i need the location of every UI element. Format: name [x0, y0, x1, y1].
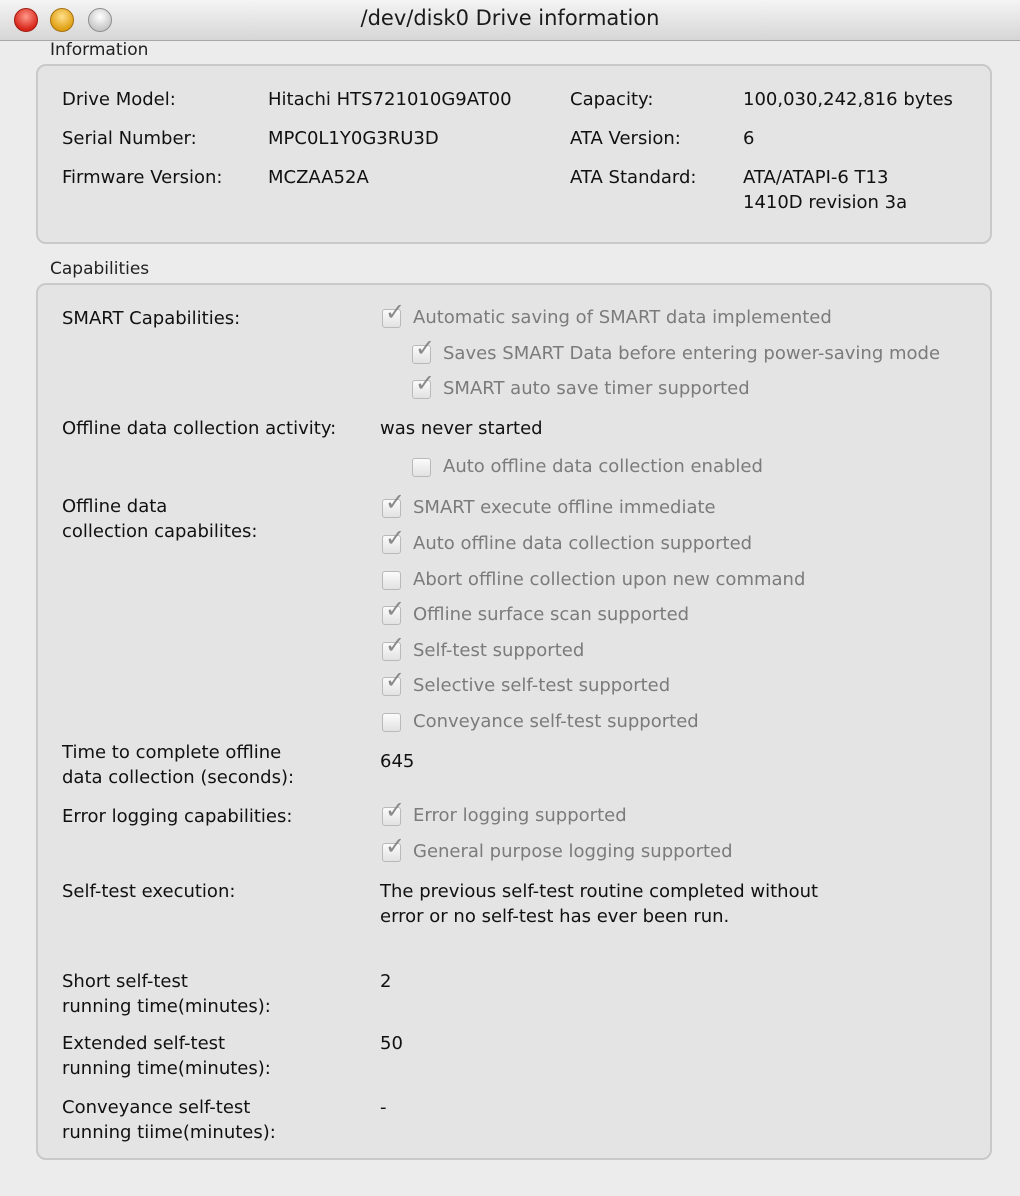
error-logging-item[interactable] [382, 841, 733, 863]
serial-number-value: MPC0L1Y0G3RU3D [268, 128, 439, 149]
offline-cap-item[interactable] [382, 497, 716, 519]
self-test-exec-value-line1: The previous self-test routine completed without [380, 881, 819, 902]
short-test-label-line2: running time(minutes): [62, 996, 271, 1017]
smart-item[interactable] [412, 343, 940, 365]
time-offline-value: 645 [380, 751, 415, 772]
firmware-version-value: MCZAA52A [268, 167, 369, 188]
checkbox-label: Auto offline data collection supported [413, 533, 753, 554]
capacity-label: Capacity: [570, 89, 654, 110]
offline-cap-item[interactable] [382, 640, 584, 662]
checkbox[interactable] [412, 458, 431, 477]
offline-cap-item[interactable] [382, 711, 699, 733]
self-test-exec-label: Self-test execution: [62, 881, 236, 902]
capacity-value: 100,030,242,816 bytes [743, 89, 953, 110]
checkbox[interactable] [382, 571, 401, 590]
checkbox-label: Selective self-test supported [413, 675, 671, 696]
short-test-label-line1: Short self-test [62, 971, 188, 992]
auto-offline-enabled-checkbox[interactable] [412, 456, 763, 478]
error-logging-label: Error logging capabilities: [62, 806, 293, 827]
checkbox[interactable] [382, 606, 401, 625]
offline-cap-item[interactable] [382, 569, 805, 591]
offline-activity-label: Offline data collection activity: [62, 418, 337, 439]
checkbox[interactable] [382, 642, 401, 661]
checkbox-label: Automatic saving of SMART data implemented [413, 307, 832, 328]
checkbox-label: Conveyance self-test supported [413, 711, 699, 732]
offline-cap-item[interactable] [382, 604, 689, 626]
information-heading: Information [50, 40, 149, 60]
short-test-value: 2 [380, 971, 392, 992]
checkbox-label: SMART execute offline immediate [413, 497, 716, 518]
ata-standard-value-line2: 1410D revision 3a [743, 192, 908, 213]
ata-version-label: ATA Version: [570, 128, 681, 149]
checkbox-label: Auto offline data collection enabled [443, 456, 763, 477]
smart-item[interactable] [412, 378, 750, 400]
checkbox[interactable] [412, 345, 431, 364]
information-group [36, 64, 992, 244]
offline-cap-item[interactable] [382, 675, 670, 697]
extended-test-label-line2: running time(minutes): [62, 1058, 271, 1079]
checkbox[interactable] [412, 380, 431, 399]
checkbox-label: Error logging supported [413, 805, 627, 826]
checkbox-label: Saves SMART Data before entering power-saving mode [443, 343, 941, 364]
conveyance-test-value: - [380, 1097, 387, 1118]
smart-item[interactable] [382, 307, 832, 329]
offline-caps-label-line2: collection capabilites: [62, 521, 258, 542]
extended-test-value: 50 [380, 1033, 403, 1054]
ata-standard-label: ATA Standard: [570, 167, 697, 188]
extended-test-label-line1: Extended self-test [62, 1033, 226, 1054]
firmware-version-label: Firmware Version: [62, 167, 223, 188]
drive-model-value: Hitachi HTS721010G9AT00 [268, 89, 512, 110]
checkbox-label: Offline surface scan supported [413, 604, 690, 625]
conveyance-test-label-line2: running tiime(minutes): [62, 1122, 276, 1143]
window-title: /dev/disk0 Drive information [360, 6, 660, 30]
capabilities-group [36, 283, 992, 1160]
checkbox[interactable] [382, 677, 401, 696]
checkbox-label: Abort offline collection upon new command [413, 569, 806, 590]
error-logging-item[interactable] [382, 805, 627, 827]
drive-model-label: Drive Model: [62, 89, 176, 110]
offline-activity-value: was never started [380, 418, 543, 439]
conveyance-test-label-line1: Conveyance self-test [62, 1097, 251, 1118]
checkbox[interactable] [382, 309, 401, 328]
time-offline-label-line1: Time to complete offline [62, 742, 282, 763]
smart-capabilities-label: SMART Capabilities: [62, 308, 241, 329]
time-offline-label-line2: data collection (seconds): [62, 767, 295, 788]
capabilities-heading: Capabilities [50, 259, 150, 279]
offline-cap-item[interactable] [382, 533, 752, 555]
offline-caps-label-line1: Offline data [62, 496, 168, 517]
checkbox[interactable] [382, 535, 401, 554]
checkbox[interactable] [382, 807, 401, 826]
checkbox-label: SMART auto save timer supported [443, 378, 750, 399]
serial-number-label: Serial Number: [62, 128, 197, 149]
checkbox-label: Self-test supported [413, 640, 585, 661]
ata-version-value: 6 [743, 128, 755, 149]
self-test-exec-value-line2: error or no self-test has ever been run. [380, 906, 730, 927]
checkbox[interactable] [382, 713, 401, 732]
ata-standard-value-line1: ATA/ATAPI-6 T13 [743, 167, 889, 188]
checkbox[interactable] [382, 499, 401, 518]
checkbox-label: General purpose logging supported [413, 841, 733, 862]
title-bar[interactable] [0, 0, 1020, 41]
checkbox[interactable] [382, 843, 401, 862]
